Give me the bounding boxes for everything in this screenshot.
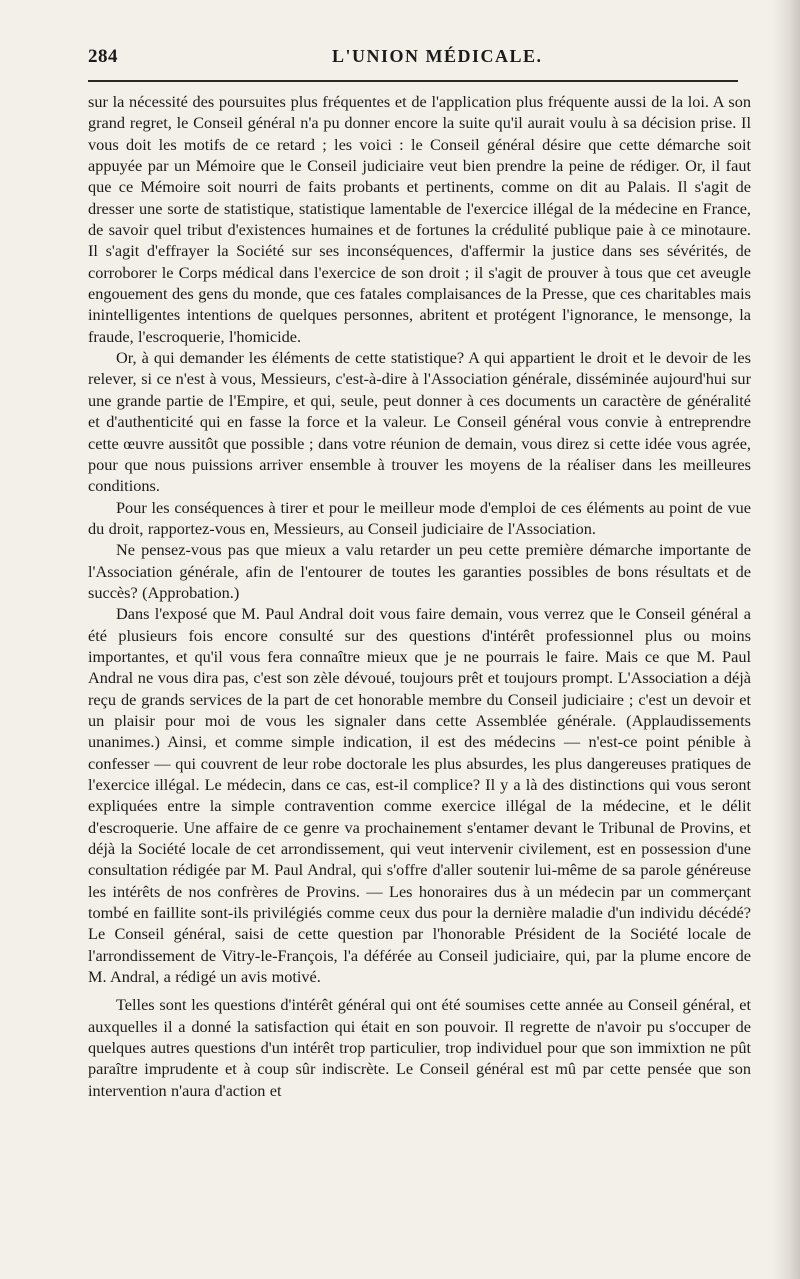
body-text (88, 91, 751, 1101)
paragraph-5: Dans l'exposé que M. Paul Andral doit vous faire demain, vous verrez que le Conseil général a été plusieurs fois encore consulté sur des questions d'intérêt professionnel plus ou moins importantes, et qu'il vous fera connaître mieux que je ne pourrais le faire. Mais ce que M. Paul Andral ne vous dira pas, c'est son zèle dévoué, toujours prêt et toujours prompt. L'Association a déjà reçu de grands services de la part de cet honorable membre du Conseil judiciaire ; c'est un devoir et un plaisir pour moi de vous les signaler dans cette Assemblée générale. (Applaudissements unanimes.) Ainsi, et comme simple indication, il est des médecins — n'est-ce point pénible à confesser — qui couvrent de leur robe doctorale les plus absurdes, les plus dangereuses pratiques de l'exercice illégal. Le médecin, dans ce cas, est-il complice? Il y a là des distinctions qui vous seront expliquées entre la simple contravention comme exercice illégal de la médecine, et le délit d'escroquerie. Une affaire de ce genre va prochainement s'entamer devant le Tribunal de Provins, et déjà la Société locale de cet arrondissement, qui veut intervenir civilement, est en possession d'une consultation rédigée par M. Paul Andral, qui s'offre d'aller soutenir lui-même de sa parole généreuse les intérêts de nos confrères de Provins. — Les honoraires dus à un médecin par un commerçant tombé en faillite sont-ils privilégiés comme ceux dus pour la dernière maladie d'un individu décédé? Le Conseil général, saisi de cette question par l'honorable Président de la Société locale de l'arrondissement de Vitry-le-François, l'a déférée au Conseil judiciaire, qui, par la plume encore de M. Andral, a rédigé un avis motivé. (88, 604, 751, 987)
page-number: 284 (88, 46, 118, 67)
paragraph-4: Ne pensez-vous pas que mieux a valu retarder un peu cette première démarche importante de l'Association générale, afin de l'entourer de toutes les garanties possibles de bons résultats et de succès? (Approbation.) (88, 540, 751, 602)
paragraph-2: Or, à qui demander les éléments de cette statistique? A qui appartient le droit et le devoir de les relever, si ce n'est à vous, Messieurs, c'est-à-dire à l'Association générale, disséminée aujourd'hui sur une grande partie de l'Empire, et qui, seule, peut donner à ces documents un caractère de généralité et d'authenticité qui en fasse la force et la valeur. Le Conseil général vous convie à entreprendre cette œuvre aussitôt que possible ; dans votre réunion de demain, vous direz si cette idée vous agrée, pour que nous puissions arriver ensemble à trouver les moyens de la réaliser dans les meilleures conditions. (88, 348, 751, 496)
running-title: L'UNION MÉDICALE. (332, 46, 543, 66)
header-rule (88, 80, 738, 82)
paragraph-1: sur la nécessité des poursuites plus fréquentes et de l'application plus fréquente aussi de la loi. A son grand regret, le Conseil général n'a pu donner encore la suite qu'il aurait voulu à sa décision prise. Il vous doit les motifs de ce retard ; les voici : le Conseil général désire que cette démarche soit appuyée par un Mémoire que le Conseil judiciaire veut bien prendre la peine de rédiger. Or, il faut que ce Mémoire soit nourri de faits probants et pertinents, comme on dit au Palais. Il s'agit de dresser une sorte de statistique, statistique lamentable de l'exercice illégal de la médecine en France, de savoir quel tribut d'existences humaines et de fortunes la crédulité publique paie à ce minotaure. Il s'agit d'effrayer la Société sur ses inconséquences, d'affermir la justice dans ses sévérités, de corroborer le Corps médical dans l'exercice de son droit ; il s'agit de prouver à tous que cet aveugle engouement des gens du monde, que ces fatales complaisances de la Presse, que ces charitables mais inintelligentes intentions de quelques personnes, abritent et protégent l'ignorance, le mensonge, la fraude, l'escroquerie, l'homicide. (88, 92, 751, 346)
paragraph-6: Telles sont les questions d'intérêt général qui ont été soumises cette année au Conseil général, et auxquelles il a donné la satisfaction qui était en son pouvoir. Il regrette de n'avoir pu s'occuper de quelques autres questions d'un intérêt trop particulier, trop individuel pour que son immixtion ne pût paraître imprudente et à coup sûr indiscrète. Le Conseil général est mû par cette pensée que son intervention n'aura d'action et (88, 995, 751, 1100)
page-header (88, 44, 744, 74)
page-gutter-shadow (772, 0, 800, 1279)
paragraph-3: Pour les conséquences à tirer et pour le meilleur mode d'emploi de ces éléments au point de vue du droit, rapportez-vous en, Messieurs, au Conseil judiciaire de l'Association. (88, 497, 751, 538)
